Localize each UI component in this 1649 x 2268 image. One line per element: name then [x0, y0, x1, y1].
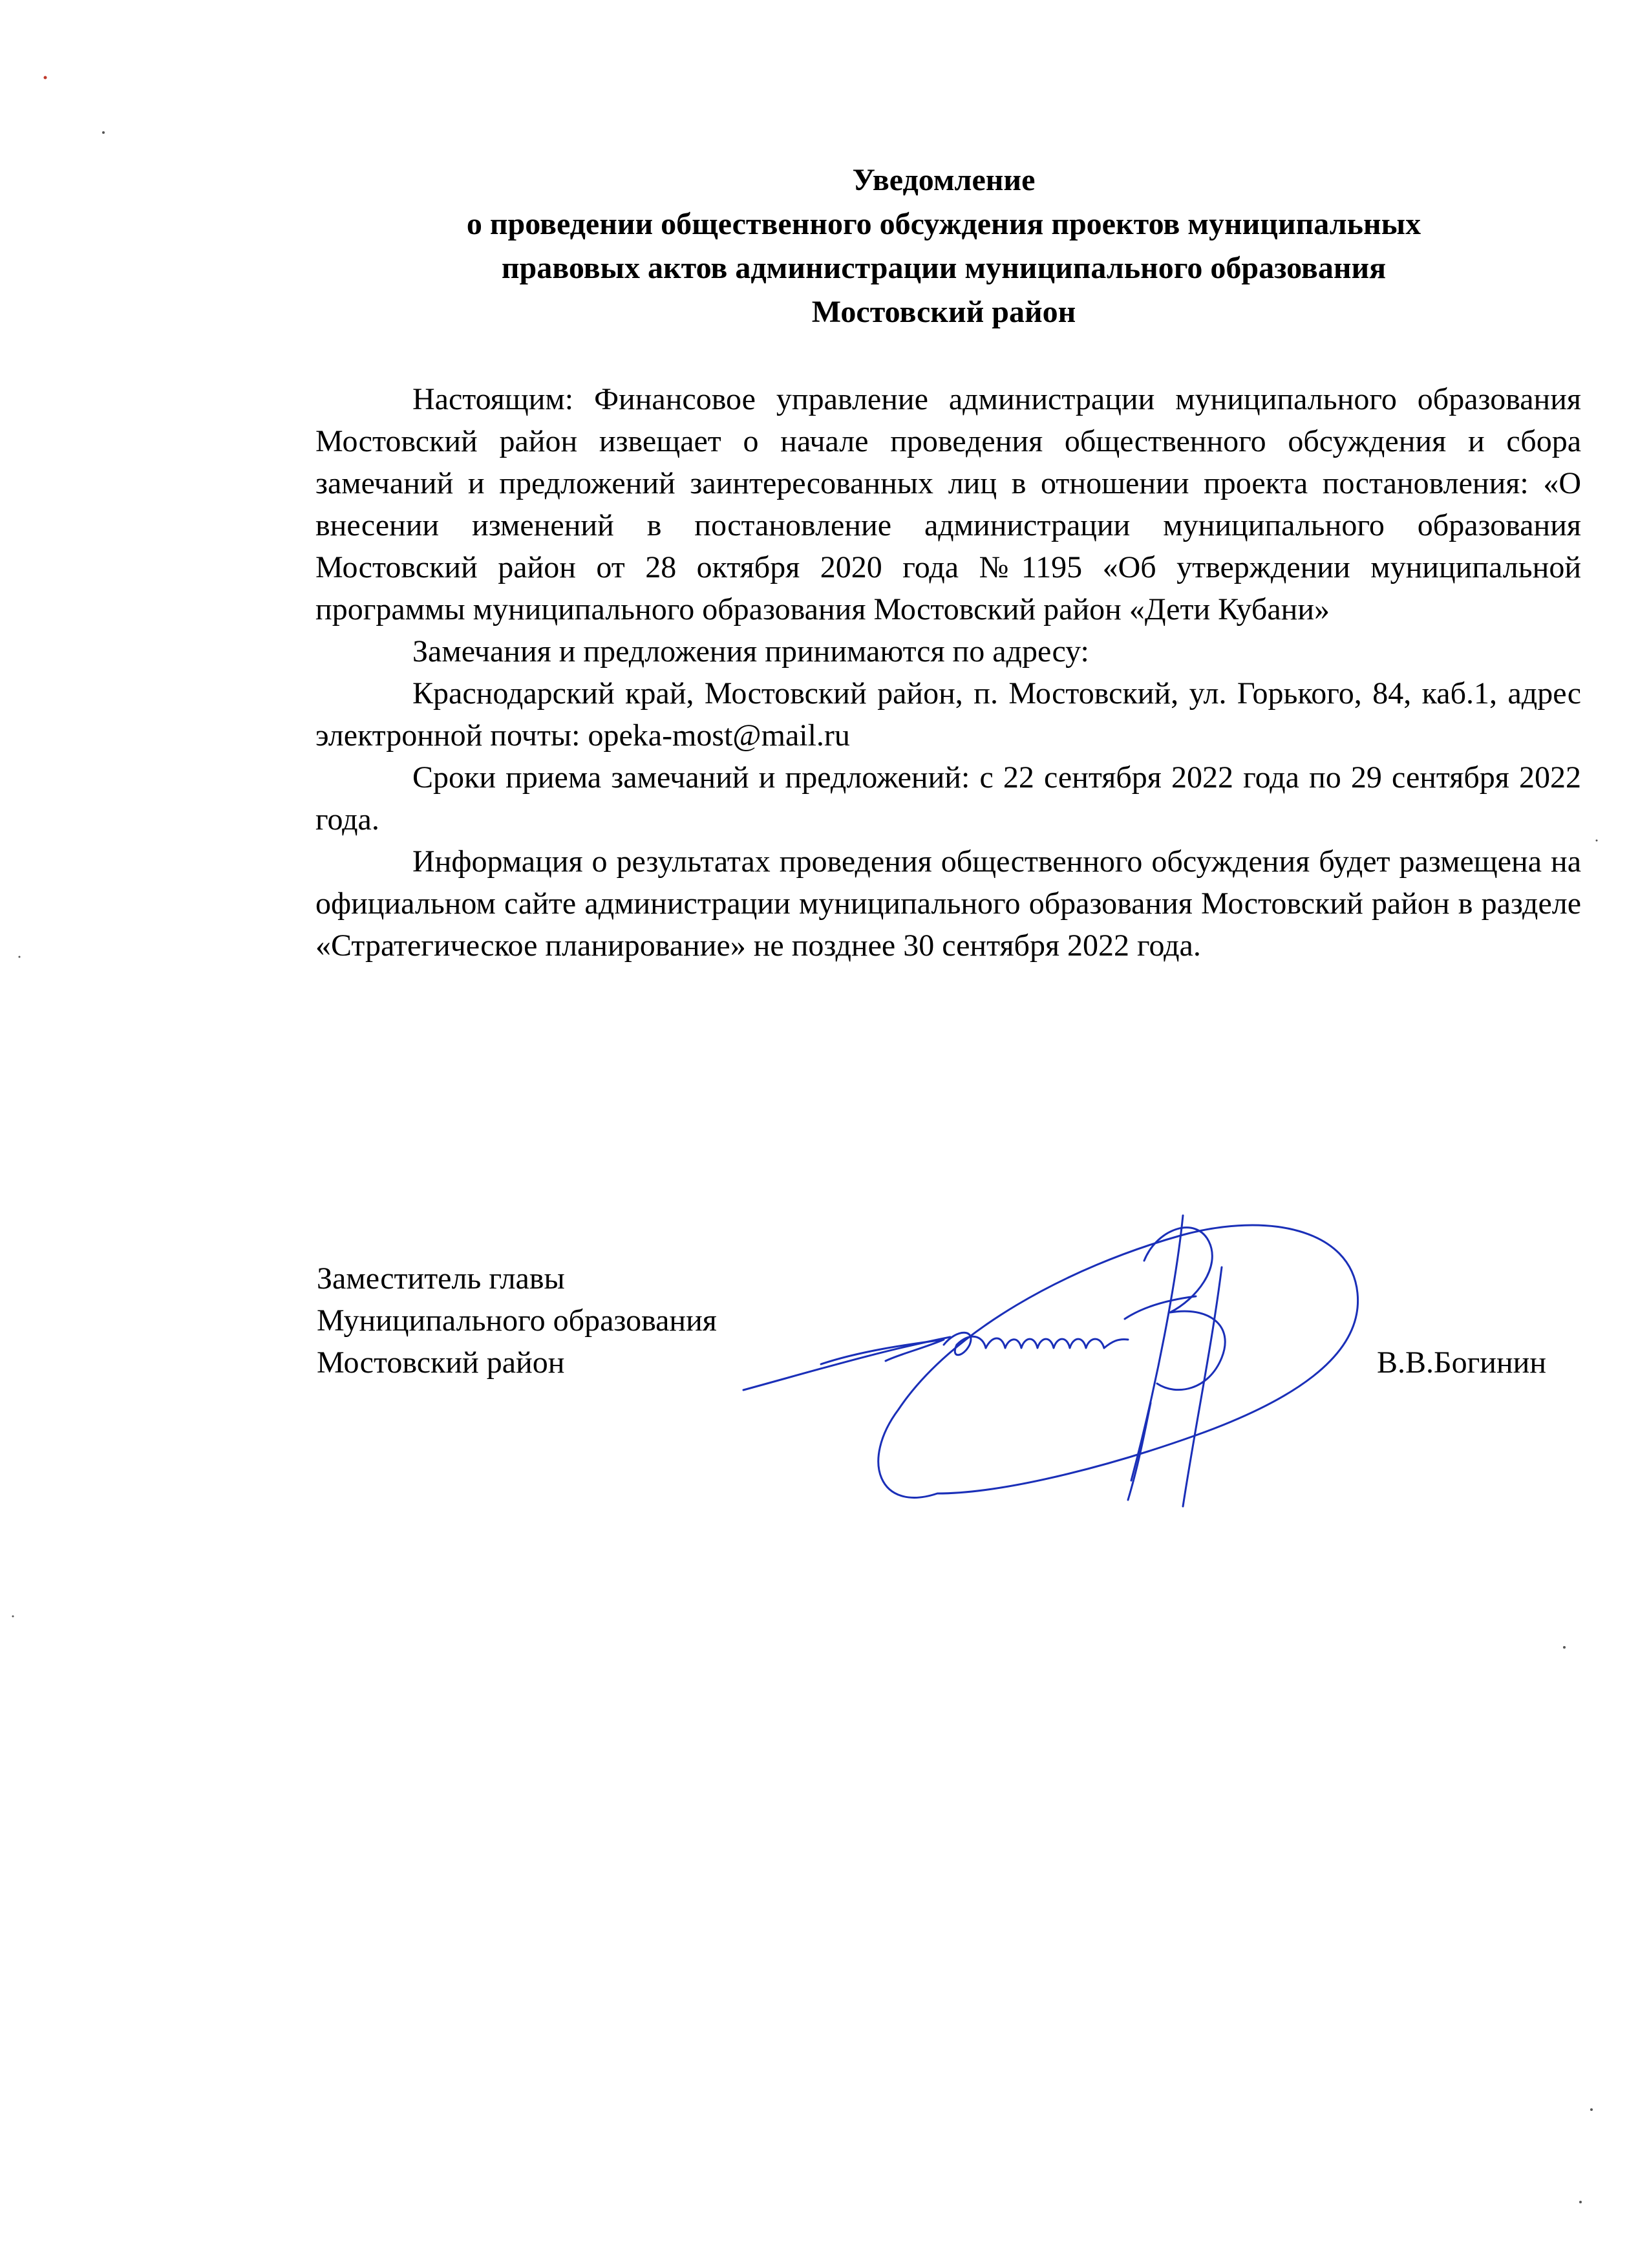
title-line-1: Уведомление [852, 163, 1036, 197]
paragraph-address: Краснодарский край, Мостовский район, п. Мостовский, ул. Горького, 84, каб.1, адрес электронной почты: opeka-most@mail.ru [315, 676, 1581, 753]
document-body [315, 378, 1581, 967]
document-title [310, 158, 1577, 334]
position-line-2: Муниципального образования [317, 1303, 717, 1338]
position-line-1: Заместитель главы [317, 1261, 565, 1296]
position-line-3: Мостовский район [317, 1345, 565, 1380]
signatory-position [317, 1257, 717, 1384]
handwritten-signature [730, 1190, 1377, 1552]
paragraph-address-intro: Замечания и предложения принимаются по адресу: [412, 634, 1089, 669]
signatory-name: В.В.Богинин [1377, 1345, 1547, 1380]
title-line-2: о проведении общественного обсуждения проектов муниципальных [466, 207, 1421, 241]
paragraph-notice: Настоящим: Финансовое управление администрации муниципального образования Мостовский район извещает о начале проведения общественного обсуждения и сбора замечаний и предложений заинтересованных лиц в отношении проекта постановления: «О внесении изменений в постановление администрации муниципального образования Мостовский район от 28 октября 2020 года №1195 «Об утверждении муниципальной программы муниципального образования Мостовский район «Дети Кубани» [315, 382, 1581, 626]
paragraph-results: Информация о результатах проведения общественного обсуждения будет размещена на официальном сайте администрации муниципального образования Мостовский район в разделе «Стратегическое планирование» не позднее 30 сентября 2022 года. [315, 844, 1581, 963]
title-line-3: правовых актов администрации муниципального образования [501, 251, 1387, 285]
title-line-4: Мостовский район [811, 295, 1076, 329]
paragraph-deadline: Сроки приема замечаний и предложений: с 22 сентября 2022 года по 29 сентября 2022 года. [315, 760, 1581, 837]
